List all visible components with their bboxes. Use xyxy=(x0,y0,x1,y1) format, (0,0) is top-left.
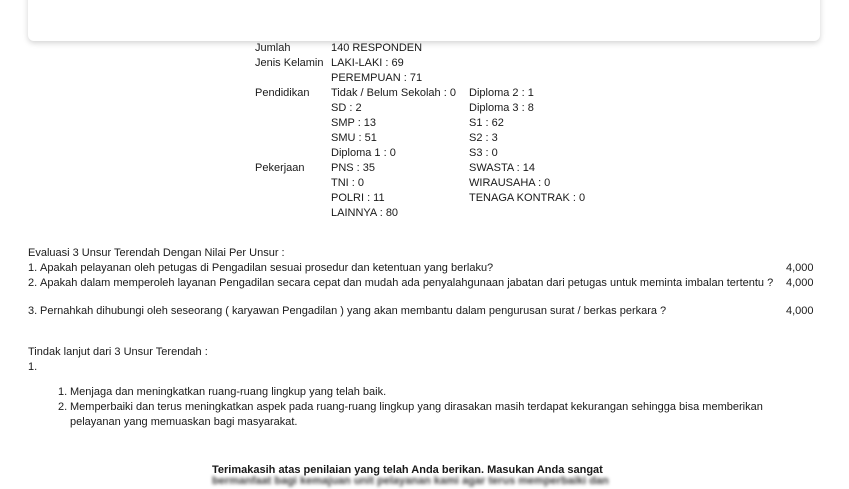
pekerjaan-item: LAINNYA : 80 xyxy=(331,207,399,219)
evaluasi-number: 2. xyxy=(28,277,38,289)
evaluasi-number: 3. xyxy=(28,305,38,317)
thanks-message: Terimakasih atas penilaian yang telah Anda berikan. Masukan Anda sangat xyxy=(212,464,603,476)
tindak-lanjut-item-number: 2. xyxy=(58,401,68,413)
pekerjaan-item: PNS : 35 xyxy=(331,162,376,174)
perempuan-count: PEREMPUAN : 71 xyxy=(331,72,423,84)
pendidikan-label: Pendidikan xyxy=(255,87,310,99)
evaluasi-item xyxy=(28,276,788,306)
pekerjaan-item: POLRI : 11 xyxy=(331,192,385,204)
pendidikan-item: SMP : 13 xyxy=(331,117,377,129)
evaluasi-title: Evaluasi 3 Unsur Terendah Dengan Nilai Per Unsur : xyxy=(28,247,285,259)
pendidikan-item: Tidak / Belum Sekolah : 0 xyxy=(331,87,456,99)
pendidikan-item: SMU : 51 xyxy=(331,132,377,144)
evaluasi-value: 4,000 xyxy=(786,277,814,289)
pendidikan-item: Diploma 3 : 8 xyxy=(469,102,534,114)
pendidikan-item: SD : 2 xyxy=(331,102,362,114)
tindak-lanjut-number: 1. xyxy=(28,361,38,373)
tindak-lanjut-item-text: Menjaga dan meningkatkan ruang-ruang lingkup yang telah baik. xyxy=(70,386,387,398)
pekerjaan-item: WIRAUSAHA : 0 xyxy=(469,177,551,189)
top-card xyxy=(28,0,820,41)
tindak-lanjut-item xyxy=(58,385,778,400)
pendidikan-item: S2 : 3 xyxy=(469,132,498,144)
pekerjaan-item: SWASTA : 14 xyxy=(469,162,536,174)
pekerjaan-label: Pekerjaan xyxy=(255,162,305,174)
evaluasi-text: Pernahkah dihubungi oleh seseorang ( karyawan Pengadilan ) yang akan membantu dalam pengurusan surat / berkas perkara ? xyxy=(40,305,667,317)
evaluasi-value: 4,000 xyxy=(786,262,814,274)
pendidikan-item: S1 : 62 xyxy=(469,117,504,129)
evaluasi-text: Apakah dalam memperoleh layanan Pengadilan secara cepat dan mudah ada penyalahgunaan jabatan dari petugas untuk meminta imbalan tertentu ? xyxy=(40,277,774,289)
pendidikan-item: Diploma 2 : 1 xyxy=(469,87,534,99)
evaluasi-item xyxy=(28,304,788,319)
tindak-lanjut-item xyxy=(58,400,778,430)
pendidikan-item: Diploma 1 : 0 xyxy=(331,147,396,159)
tindak-lanjut-item-text: Memperbaiki dan terus meningkatkan aspek pada ruang-ruang lingkup yang dirasakan masih terdapat kekurangan sehingga bisa memberikan pelayanan yang memuaskan bagi masyarakat. xyxy=(70,401,763,428)
pendidikan-item: S3 : 0 xyxy=(469,147,498,159)
tindak-lanjut-title: Tindak lanjut dari 3 Unsur Terendah : xyxy=(28,346,208,358)
pekerjaan-item: TNI : 0 xyxy=(331,177,365,189)
laki-laki-count: LAKI-LAKI : 69 xyxy=(331,57,404,69)
evaluasi-value: 4,000 xyxy=(786,305,814,317)
thanks-message-continued: bermanfaat bagi kemajuan unit pelayanan kami agar terus memperbaiki dan xyxy=(212,475,609,487)
jumlah-value: 140 RESPONDEN xyxy=(331,42,423,54)
jumlah-label: Jumlah xyxy=(255,42,291,54)
evaluasi-number: 1. xyxy=(28,262,38,274)
jenis-kelamin-label: Jenis Kelamin xyxy=(255,57,324,69)
tindak-lanjut-item-number: 1. xyxy=(58,386,68,398)
evaluasi-item xyxy=(28,261,788,276)
pekerjaan-item: TENAGA KONTRAK : 0 xyxy=(469,192,586,204)
evaluasi-text: Apakah pelayanan oleh petugas di Pengadilan sesuai prosedur dan ketentuan yang berlaku? xyxy=(40,262,494,274)
